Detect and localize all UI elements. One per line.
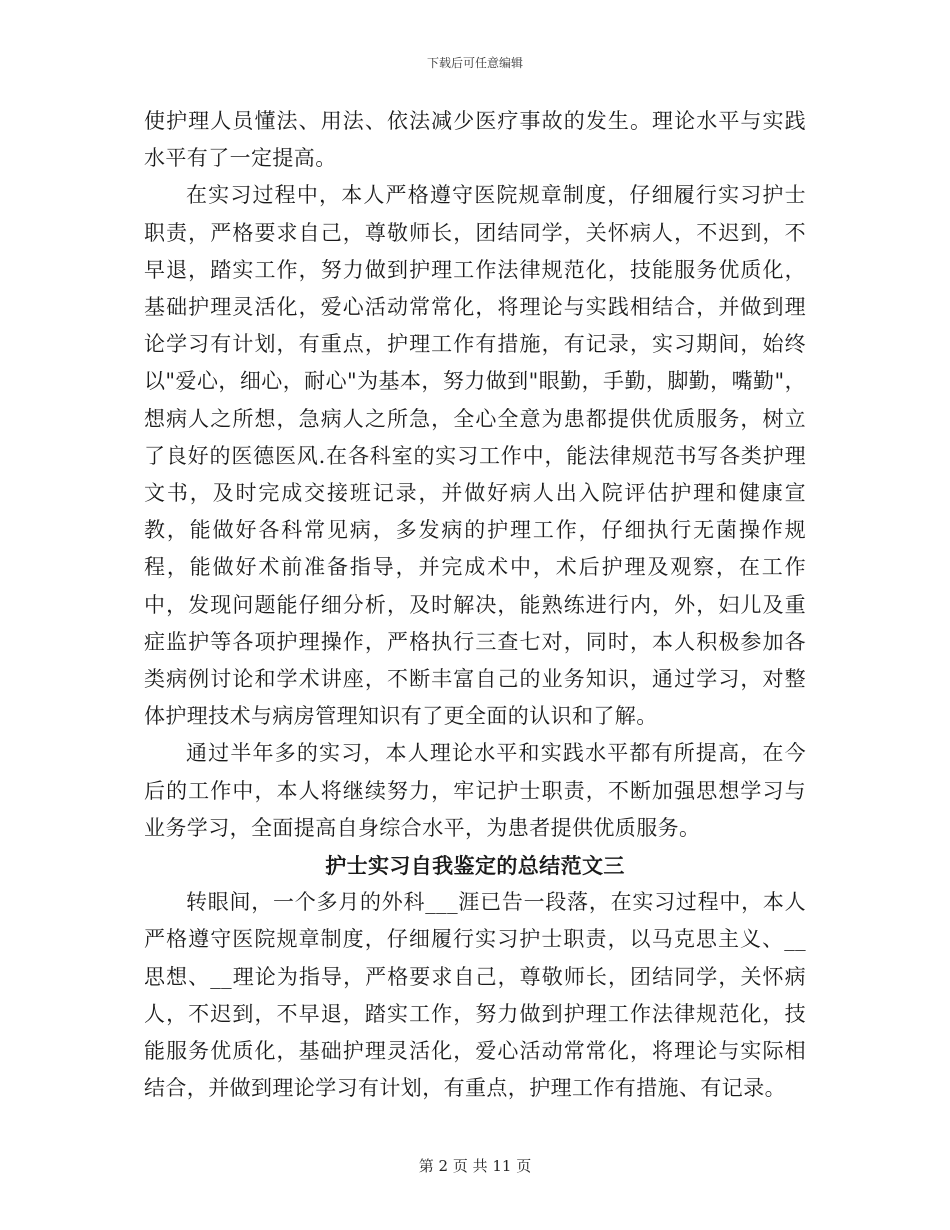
header-note: 下载后可任意编辑 (426, 56, 523, 70)
document-body (144, 103, 806, 1107)
section-heading: 护士实习自我鉴定的总结范文三 (325, 853, 625, 879)
page-number-footer: 第 2 页 共 11 页 (418, 1157, 532, 1175)
paragraph-surgery-internship: 转眼间，一个多月的外科___涯已告一段落，在实习过程中，本人严格遵守医院规章制度，仔细履行实习护士职责，以马克思主义、__思想、__理论为指导，严格要求自己，尊敬师长，团结同学，关怀病人，不迟到，不早退，踏实工作，努力做到护理工作法律规范化，技能服务优质化，基础护理灵活化，爱心活动常常化，将理论与实际相结合，并做到理论学习有计划，有重点，护理工作有措施、有记录。 (144, 890, 806, 1101)
paragraph-continuation: 使护理人员懂法、用法、依法减少医疗事故的发生。理论水平与实践水平有了一定提高。 (144, 109, 806, 171)
paragraph-summary: 通过半年多的实习，本人理论水平和实践水平都有所提高，在今后的工作中，本人将继续努力，牢记护士职责，不断加强思想学习与业务学习，全面提高自身综合水平，为患者提供优质服务。 (144, 741, 806, 840)
paragraph-internship-process: 在实习过程中，本人严格遵守医院规章制度，仔细履行实习护士职责，严格要求自己，尊敬师长，团结同学，关怀病人，不迟到，不早退，踏实工作，努力做到护理工作法律规范化，技能服务优质化，基础护理灵活化，爱心活动常常化，将理论与实践相结合，并做到理论学习有计划，有重点，护理工作有措施，有记录，实习期间，始终以"爱心，细心，耐心"为基本，努力做到"眼勤，手勤，脚勤，嘴勤"，想病人之所想，急病人之所急，全心全意为患都提供优质服务，树立了良好的医德医风.在各科室的实习工作中，能法律规范书写各类护理文书，及时完成交接班记录，并做好病人出入院评估护理和健康宣教，能做好各科常见病，多发病的护理工作，仔细执行无菌操作规程，能做好术前准备指导，并完成术中，术后护理及观察，在工作中，发现问题能仔细分析，及时解决，能熟练进行内，外，妇儿及重症监护等各项护理操作，严格执行三查七对，同时，本人积极参加各类病例讨论和学术讲座，不断丰富自己的业务知识，通过学习，对整体护理技术与病房管理知识有了更全面的认识和了解。 (144, 183, 806, 729)
